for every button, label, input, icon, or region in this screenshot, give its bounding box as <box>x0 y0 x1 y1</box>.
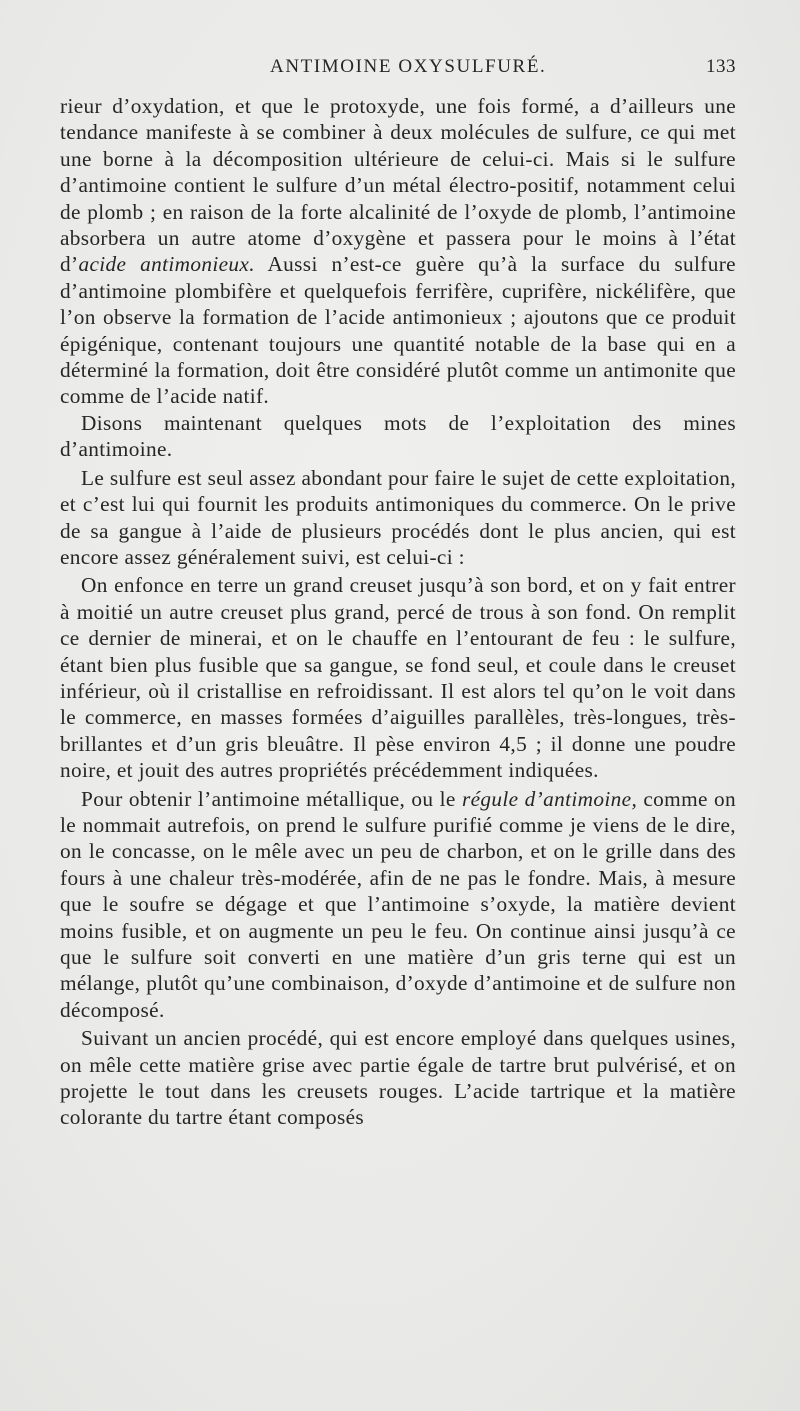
paragraph: Le sulfure est seul assez abondant pour faire le sujet de cette exploitation, et c’est lui qui fournit les produits antimoniques du commerce. On le prive de sa gangue à l’aide de plusieurs procédés dont le plus ancien, qui est encore assez généralement suivi, est celui-ci : <box>60 465 736 569</box>
paragraph-text: Aussi n’est-ce guère qu’à la surface du sulfure d’antimoine plombifère et quelquefois ferrifère, cuprifère, nickélifère, que l’on observe la formation de l’acide antimonieux ; ajoutons que ce produit épigénique, contenant toujours une quantité notable de la base qui en a déterminé la formation, doit être considéré plutôt comme un antimonite que comme de l’acide natif. <box>60 252 736 409</box>
italic-term: acide antimonieux. <box>78 252 255 277</box>
paragraph-text: comme on le nommait autrefois, on prend le sulfure purifié comme je viens de le dire, on le concasse, on le mêle avec un peu de charbon, et on le grille dans des fours à une chaleur très-modérée, afin de ne pas le fondre. Mais, à mesure que le soufre se dégage et que l’antimoine s’oxyde, la matière devient moins fusible, et on augmente un peu le feu. On continue ainsi jusqu’à ce que le sulfure soit converti en une matière d’un gris terne qui est un mélange, plutôt qu’une combinaison, d’oxyde d’antimoine et de sulfure non décomposé. <box>60 786 737 1022</box>
running-title: ANTIMOINE OXYSULFURÉ. <box>270 56 547 77</box>
paragraph-text: Pour obtenir l’antimoine métallique, ou le <box>81 786 462 811</box>
page-header <box>60 56 736 82</box>
italic-term: régule d’antimoine, <box>461 786 638 811</box>
page-number: 133 <box>706 56 736 77</box>
body-text <box>60 93 736 1131</box>
paragraph: Suivant un ancien procédé, qui est encore employé dans quelques usines, on mêle cette matière grise avec partie égale de tartre brut pulvérisé, et on projette le tout dans les creusets rouges. L’acide tartrique et la matière colorante du tartre étant composés <box>60 1026 736 1130</box>
paragraph: On enfonce en terre un grand creuset jusqu’à son bord, et on y fait entrer à moitié un autre creuset plus grand, percé de trous à son fond. On remplit ce dernier de minerai, et on le chauffe en l’entourant de feu : le sulfure, étant bien plus fusible que sa gangue, se fond seul, et coule dans le creuset inférieur, où il cristallise en refroidissant. Il est alors tel qu’on le voit dans le commerce, en masses formées d’aiguilles parallèles, très-longues, très-brillantes et d’un gris bleuâtre. Il pèse environ 4,5 ; il donne une poudre noire, et jouit des autres propriétés précédemment indiquées. <box>60 573 736 783</box>
paragraph: Disons maintenant quelques mots de l’exploitation des mines d’antimoine. <box>60 410 736 462</box>
paragraph-continuation <box>60 93 736 410</box>
paragraph-text: rieur d’oxydation, et que le protoxyde, une fois formé, a d’ailleurs une tendance manifeste à se combiner à deux molécules de sulfure, ce qui met une borne à la décomposition ultérieure de celui-ci. Mais si le sulfure d’antimoine contient le sulfure d’un métal électro-positif, notamment celui de plomb ; en raison de la forte alcalinité de l’oxyde de plomb, l’antimoine absorbera un autre atome d’oxygène et passera pour le moins à l’état d’ <box>60 94 736 277</box>
paragraph <box>60 786 736 1024</box>
